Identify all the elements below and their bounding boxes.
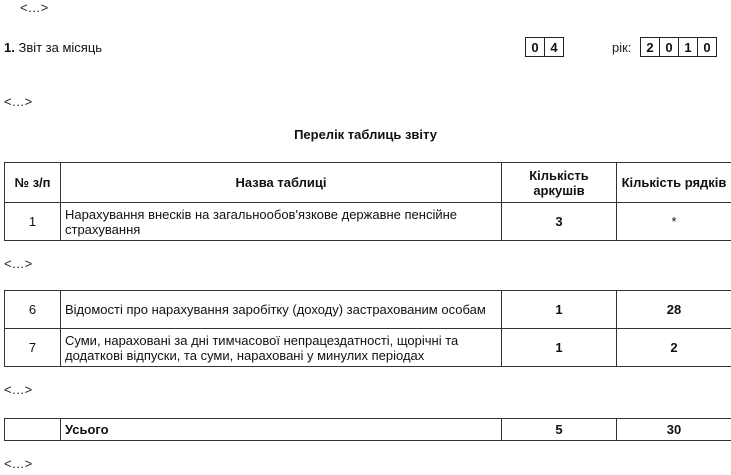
- month-digit: 0: [525, 37, 545, 57]
- ellipsis: <…>: [4, 382, 33, 397]
- ellipsis: <…>: [4, 256, 33, 271]
- year-label: рік:: [612, 40, 632, 55]
- header-rows: Кількість рядків: [617, 163, 731, 203]
- row-num: 6: [5, 291, 61, 329]
- total-num: [5, 419, 61, 441]
- year-digit: 2: [640, 37, 660, 57]
- row-rows: *: [617, 203, 731, 241]
- month-digits: [525, 37, 564, 57]
- ellipsis-bottom: <…>: [4, 456, 33, 471]
- row-sheets: 1: [502, 329, 617, 367]
- total-rows: 30: [617, 419, 731, 441]
- row-rows: 2: [617, 329, 731, 367]
- table-row: [5, 291, 731, 329]
- row-num: 7: [5, 329, 61, 367]
- year-digit: 0: [697, 37, 717, 57]
- year-digit: 0: [659, 37, 679, 57]
- ellipsis-top: <…>: [20, 0, 49, 15]
- row-rows: 28: [617, 291, 731, 329]
- row-name: Нарахування внесків на загальнообов'язкове державне пенсійне страхування: [61, 203, 502, 241]
- year-digit: 1: [678, 37, 698, 57]
- total-row: [5, 419, 731, 441]
- row-name: Відомості про нарахування заробітку (доходу) застрахованим особам: [61, 291, 502, 329]
- total-table: [4, 418, 731, 441]
- table-row: [5, 329, 731, 367]
- report-label: Звіт за місяць: [18, 40, 103, 55]
- month-digit: 4: [544, 37, 564, 57]
- header-sheets: Кількість аркушів: [502, 163, 617, 203]
- row-name: Суми, нараховані за дні тимчасової непрацездатності, щорічні та додаткові відпуски, та суми, нараховані у минулих періодах: [61, 329, 502, 367]
- row-num: 1: [5, 203, 61, 241]
- total-label: Усього: [61, 419, 502, 441]
- report-line: [4, 40, 102, 55]
- tables-list-table: [4, 162, 731, 241]
- table-row: [5, 203, 731, 241]
- list-title: Перелік таблиць звіту: [294, 127, 437, 142]
- header-name: Назва таблиці: [61, 163, 502, 203]
- row-sheets: 1: [502, 291, 617, 329]
- ellipsis: <…>: [4, 94, 33, 109]
- year-digits: [640, 37, 717, 57]
- report-number: 1.: [4, 40, 15, 55]
- row-sheets: 3: [502, 203, 617, 241]
- tables-list-table-cont: [4, 290, 731, 367]
- table-header-row: [5, 163, 731, 203]
- header-num: № з/п: [5, 163, 61, 203]
- total-sheets: 5: [502, 419, 617, 441]
